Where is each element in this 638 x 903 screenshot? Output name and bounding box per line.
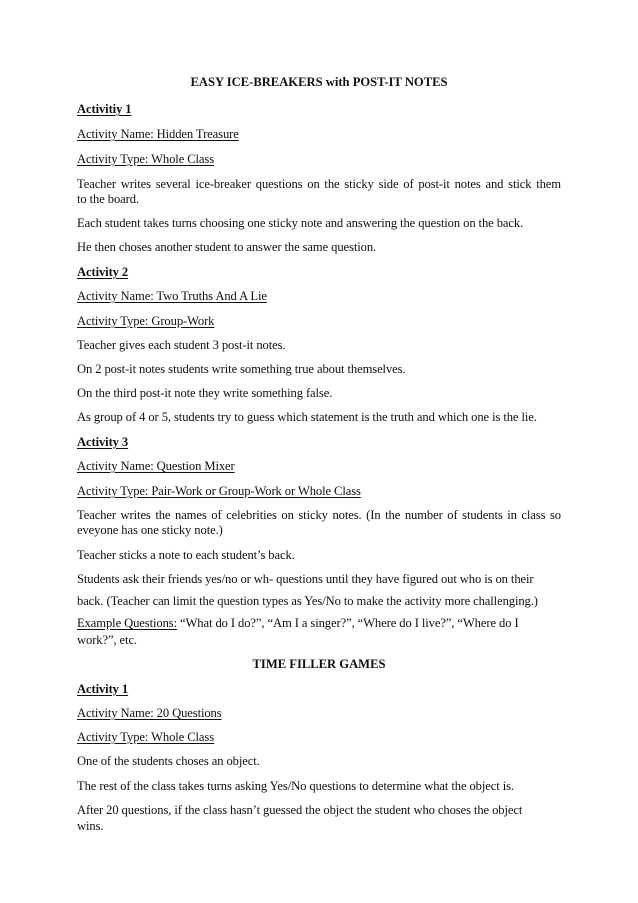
body-line: The rest of the class takes turns asking Yes/No questions to determine what the object is. <box>77 779 514 793</box>
document-title: EASY ICE-BREAKERS with POST-IT NOTES <box>190 75 448 89</box>
section-subtitle: TIME FILLER GAMES <box>252 657 386 671</box>
activity-name: Activity Name: Two Truths And A Lie <box>77 289 267 303</box>
body-line: As group of 4 or 5, students try to guess which statement is the truth and which one is the lie. <box>77 410 537 424</box>
activity-type: Activity Type: Whole Class <box>77 152 215 166</box>
body-line: Teacher writes the names of celebrities on sticky notes. (In the number of students in class so <box>77 508 561 522</box>
example-line <box>77 616 519 631</box>
activity-type: Activity Type: Group-Work <box>77 314 215 328</box>
body-line: work?”, etc. <box>77 633 137 647</box>
body-line: to the board. <box>77 192 140 206</box>
body-line: back. (Teacher can limit the question types as Yes/No to make the activity more challenging.) <box>77 594 538 608</box>
activity-name: Activity Name: 20 Questions <box>77 706 222 720</box>
body-line: Students ask their friends yes/no or wh- questions until they have figured out who is on their <box>77 572 534 586</box>
body-line: wins. <box>77 819 104 833</box>
activity-heading: Activity 1 <box>77 682 129 696</box>
body-line: On the third post-it note they write something false. <box>77 386 333 400</box>
body-line: After 20 questions, if the class hasn’t guessed the object the student who choses the object <box>77 803 523 817</box>
activity-name: Activity Name: Question Mixer <box>77 459 235 473</box>
example-text: “What do I do?”, “Am I a singer?”, “Where do I live?”, “Where do I <box>176 616 519 630</box>
activity-heading: Activity 3 <box>77 435 129 449</box>
body-line: One of the students choses an object. <box>77 754 260 768</box>
body-line: Teacher writes several ice-breaker questions on the sticky side of post-it notes and stick them <box>77 177 561 191</box>
body-line: On 2 post-it notes students write something true about themselves. <box>77 362 406 376</box>
activity-name: Activity Name: Hidden Treasure <box>77 127 239 141</box>
body-line: eveyone has one sticky note.) <box>77 523 223 537</box>
activity-heading: Activity 2 <box>77 265 129 279</box>
body-line: Teacher gives each student 3 post-it notes. <box>77 338 286 352</box>
activity-heading: Activitiy 1 <box>77 102 132 116</box>
activity-type: Activity Type: Pair-Work or Group-Work or Whole Class <box>77 484 361 498</box>
body-line: Teacher sticks a note to each student’s back. <box>77 548 295 562</box>
activity-type: Activity Type: Whole Class <box>77 730 215 744</box>
body-line: Each student takes turns choosing one sticky note and answering the question on the back. <box>77 216 524 230</box>
body-line: He then choses another student to answer the same question. <box>77 240 377 254</box>
example-label: Example Questions: <box>77 616 177 630</box>
